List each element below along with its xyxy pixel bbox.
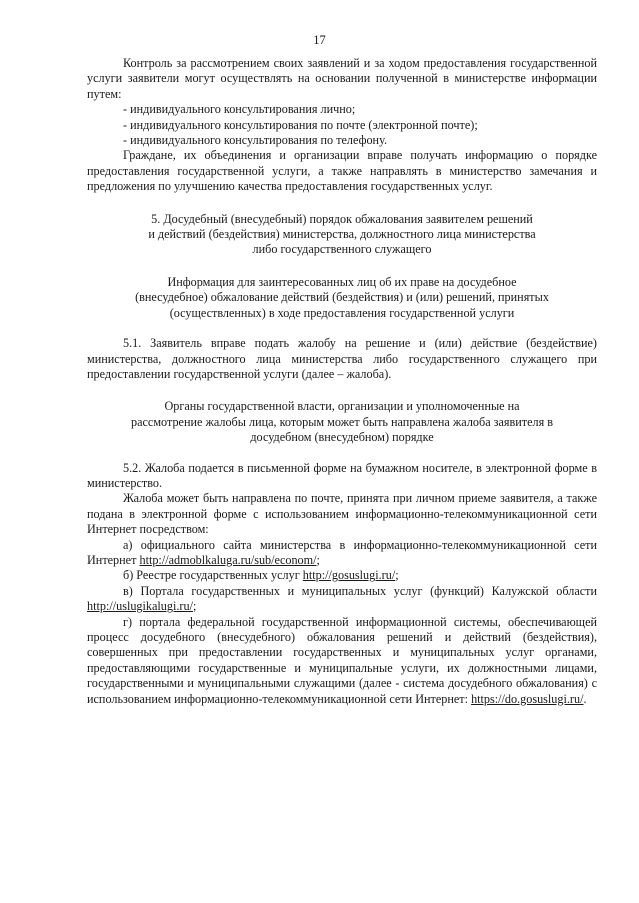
item-g bbox=[87, 615, 597, 707]
subsection-heading bbox=[87, 275, 597, 321]
document-body bbox=[87, 56, 597, 707]
ministry-site-link[interactable]: http://admoblkaluga.ru/sub/econom/ bbox=[139, 552, 317, 567]
item-v bbox=[87, 584, 597, 615]
bullet-item: - индивидуального консультирования лично; bbox=[123, 102, 356, 117]
citizens-paragraph: Граждане, их объединения и организации вправе получать информацию о порядке предоставления государственной услуги, а также направлять в министерство замечания и предложения по улучшению качества предоставления государственных услуг. bbox=[87, 148, 597, 194]
item-b-text: б) Реестре государственных услуг bbox=[123, 568, 303, 583]
paragraph-5-1: 5.1. Заявитель вправе подать жалобу на решение и (или) действие (бездействие) министерства, должностного лица министерства либо государственного служащего при предоставлении государственной услуги (далее – жалоба). bbox=[87, 336, 597, 381]
item-v-text: в) Портала государственных и муниципальных услуг (функций) Калужской области bbox=[123, 583, 597, 598]
subsection-title-line: (внесудебное) обжалование действий (бездействия) и (или) решений, принятых bbox=[135, 290, 549, 305]
control-paragraph: Контроль за рассмотрением своих заявлений и за ходом предоставления государственной услуги заявители могут осуществлять на основании полученной в министерстве информации путем: bbox=[87, 56, 597, 101]
item-a-text: а) официального сайта министерства в информационно-телекоммуникационной сети Интернет bbox=[87, 537, 597, 567]
item-a-end: ; bbox=[316, 552, 320, 567]
do-gosuslugi-link[interactable]: https://do.gosuslugi.ru/ bbox=[471, 691, 584, 706]
item-g-text: г) портала федеральной государственной информационной системы, обеспечивающей процесс досудебного (внесудебного) обжалования решений и действий (бездействия), совершенных при предоставлении государственных и муниципальных услуг органами, предоставляющими государственные и муниципальные услуги, их должностными лицами, государственными и муниципальными служащими (далее - система досудебного обжалования) с использованием информационно-телекоммуникационной сети Интернет: bbox=[87, 614, 597, 706]
section-title-line: и действий (бездействия) министерства, должностного лица министерства bbox=[148, 227, 536, 242]
organs-title-line: Органы государственной власти, организации и уполномоченные на bbox=[164, 399, 520, 414]
item-g-end: . bbox=[583, 691, 587, 706]
organs-title-line: рассмотрение жалобы лица, которым может быть направлена жалоба заявителя в bbox=[131, 414, 553, 429]
paragraph-5-2: 5.2. Жалоба подается в письменной форме на бумажном носителе, в электронной форме в министерство. bbox=[87, 460, 597, 490]
subsection-title-line: (осуществленных) в ходе предоставления государственной услуги bbox=[169, 305, 515, 320]
subsection-title-line: Информация для заинтересованных лиц об их праве на досудебное bbox=[167, 274, 517, 289]
mail-paragraph: Жалоба может быть направлена по почте, принята при личном приеме заявителя, а также подана в электронной форме с использованием информационно-телекоммуникационной сети Интернет посредством: bbox=[87, 491, 597, 537]
organs-title-line: досудебном (внесудебном) порядке bbox=[250, 430, 434, 445]
item-b bbox=[87, 568, 597, 583]
section-title-line: 5. Досудебный (внесудебный) порядок обжалования заявителем решений bbox=[151, 211, 533, 226]
section-title-line: либо государственного служащего bbox=[252, 242, 432, 257]
organs-heading bbox=[87, 399, 597, 445]
gosuslugi-link[interactable]: http://gosuslugi.ru/ bbox=[302, 568, 396, 583]
section-5-heading bbox=[87, 212, 597, 258]
bullet-item: - индивидуального консультирования по телефону. bbox=[123, 133, 387, 148]
item-a bbox=[87, 538, 597, 569]
page-number: 17 bbox=[313, 33, 326, 47]
item-b-end: ; bbox=[395, 568, 399, 583]
bullet-item: - индивидуального консультирования по почте (электронной почте); bbox=[123, 117, 478, 132]
uslugikalugi-link[interactable]: http://uslugikalugi.ru/ bbox=[87, 599, 193, 614]
item-v-end: ; bbox=[192, 599, 197, 614]
